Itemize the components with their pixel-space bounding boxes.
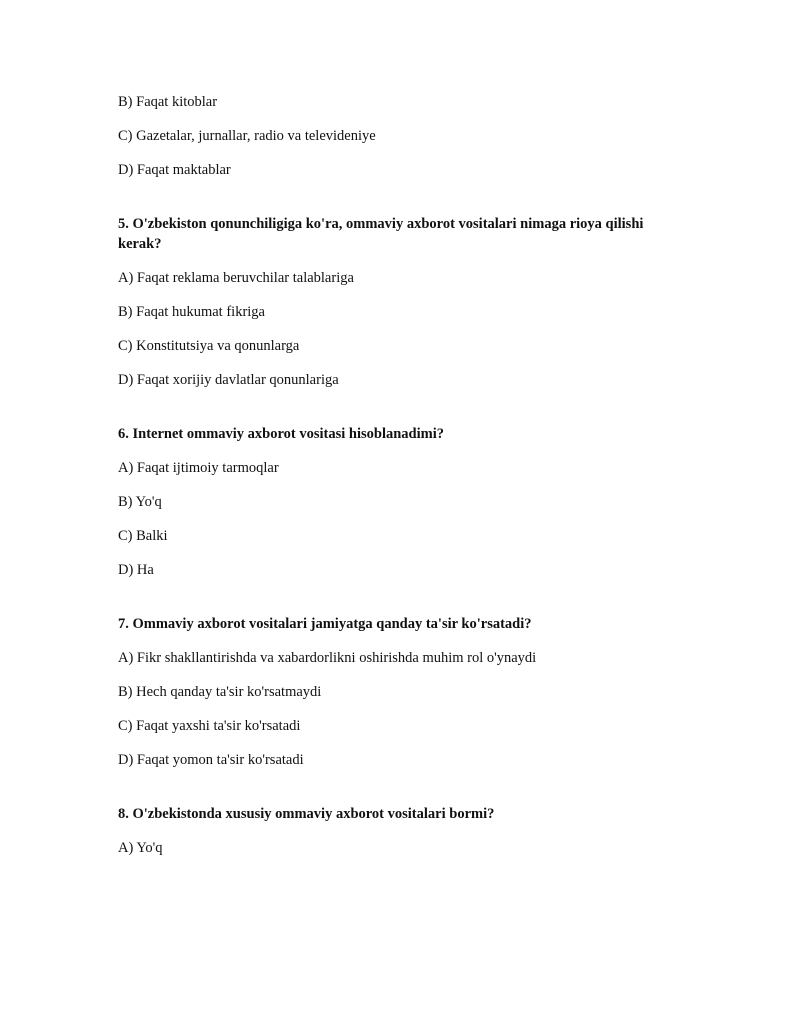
option-6d: D) Ha	[118, 562, 154, 578]
option-5d: D) Faqat xorijiy davlatlar qonunlariga	[118, 372, 339, 388]
option-5c: C) Konstitutsiya va qonunlarga	[118, 338, 300, 354]
option-7a: A) Fikr shakllantirishda va xabardorlikni oshirishda muhim rol o'ynaydi	[118, 650, 537, 666]
option-4c: C) Gazetalar, jurnallar, radio va televideniye	[118, 128, 376, 144]
quiz-content	[118, 92, 678, 872]
question-8-text: 8. O'zbekistonda xususiy ommaviy axborot vositalari bormi?	[118, 806, 495, 822]
option-7c: C) Faqat yaxshi ta'sir ko'rsatadi	[118, 718, 301, 734]
question-7-text: 7. Ommaviy axborot vositalari jamiyatga qanday ta'sir ko'rsatadi?	[118, 616, 532, 632]
option-4d: D) Faqat maktablar	[118, 162, 231, 178]
question-6-text: 6. Internet ommaviy axborot vositasi hisoblanadimi?	[118, 426, 445, 442]
question-4-remaining-options	[118, 92, 678, 180]
option-7b: B) Hech qanday ta'sir ko'rsatmaydi	[118, 684, 322, 700]
option-6b: B) Yo'q	[118, 494, 162, 510]
option-4b: B) Faqat kitoblar	[118, 94, 218, 110]
question-5-text: 5. O'zbekiston qonunchiligiga ko'ra, ommaviy axborot vositalari nimaga rioya qilishi kerak?	[118, 216, 644, 252]
question-6	[118, 424, 678, 580]
option-8a: A) Yo'q	[118, 840, 163, 856]
option-5a: A) Faqat reklama beruvchilar talablariga	[118, 270, 354, 286]
option-6c: C) Balki	[118, 528, 168, 544]
question-8	[118, 804, 678, 858]
question-5	[118, 214, 678, 390]
option-5b: B) Faqat hukumat fikriga	[118, 304, 265, 320]
option-6a: A) Faqat ijtimoiy tarmoqlar	[118, 460, 279, 476]
option-7d: D) Faqat yomon ta'sir ko'rsatadi	[118, 752, 304, 768]
question-7	[118, 614, 678, 770]
